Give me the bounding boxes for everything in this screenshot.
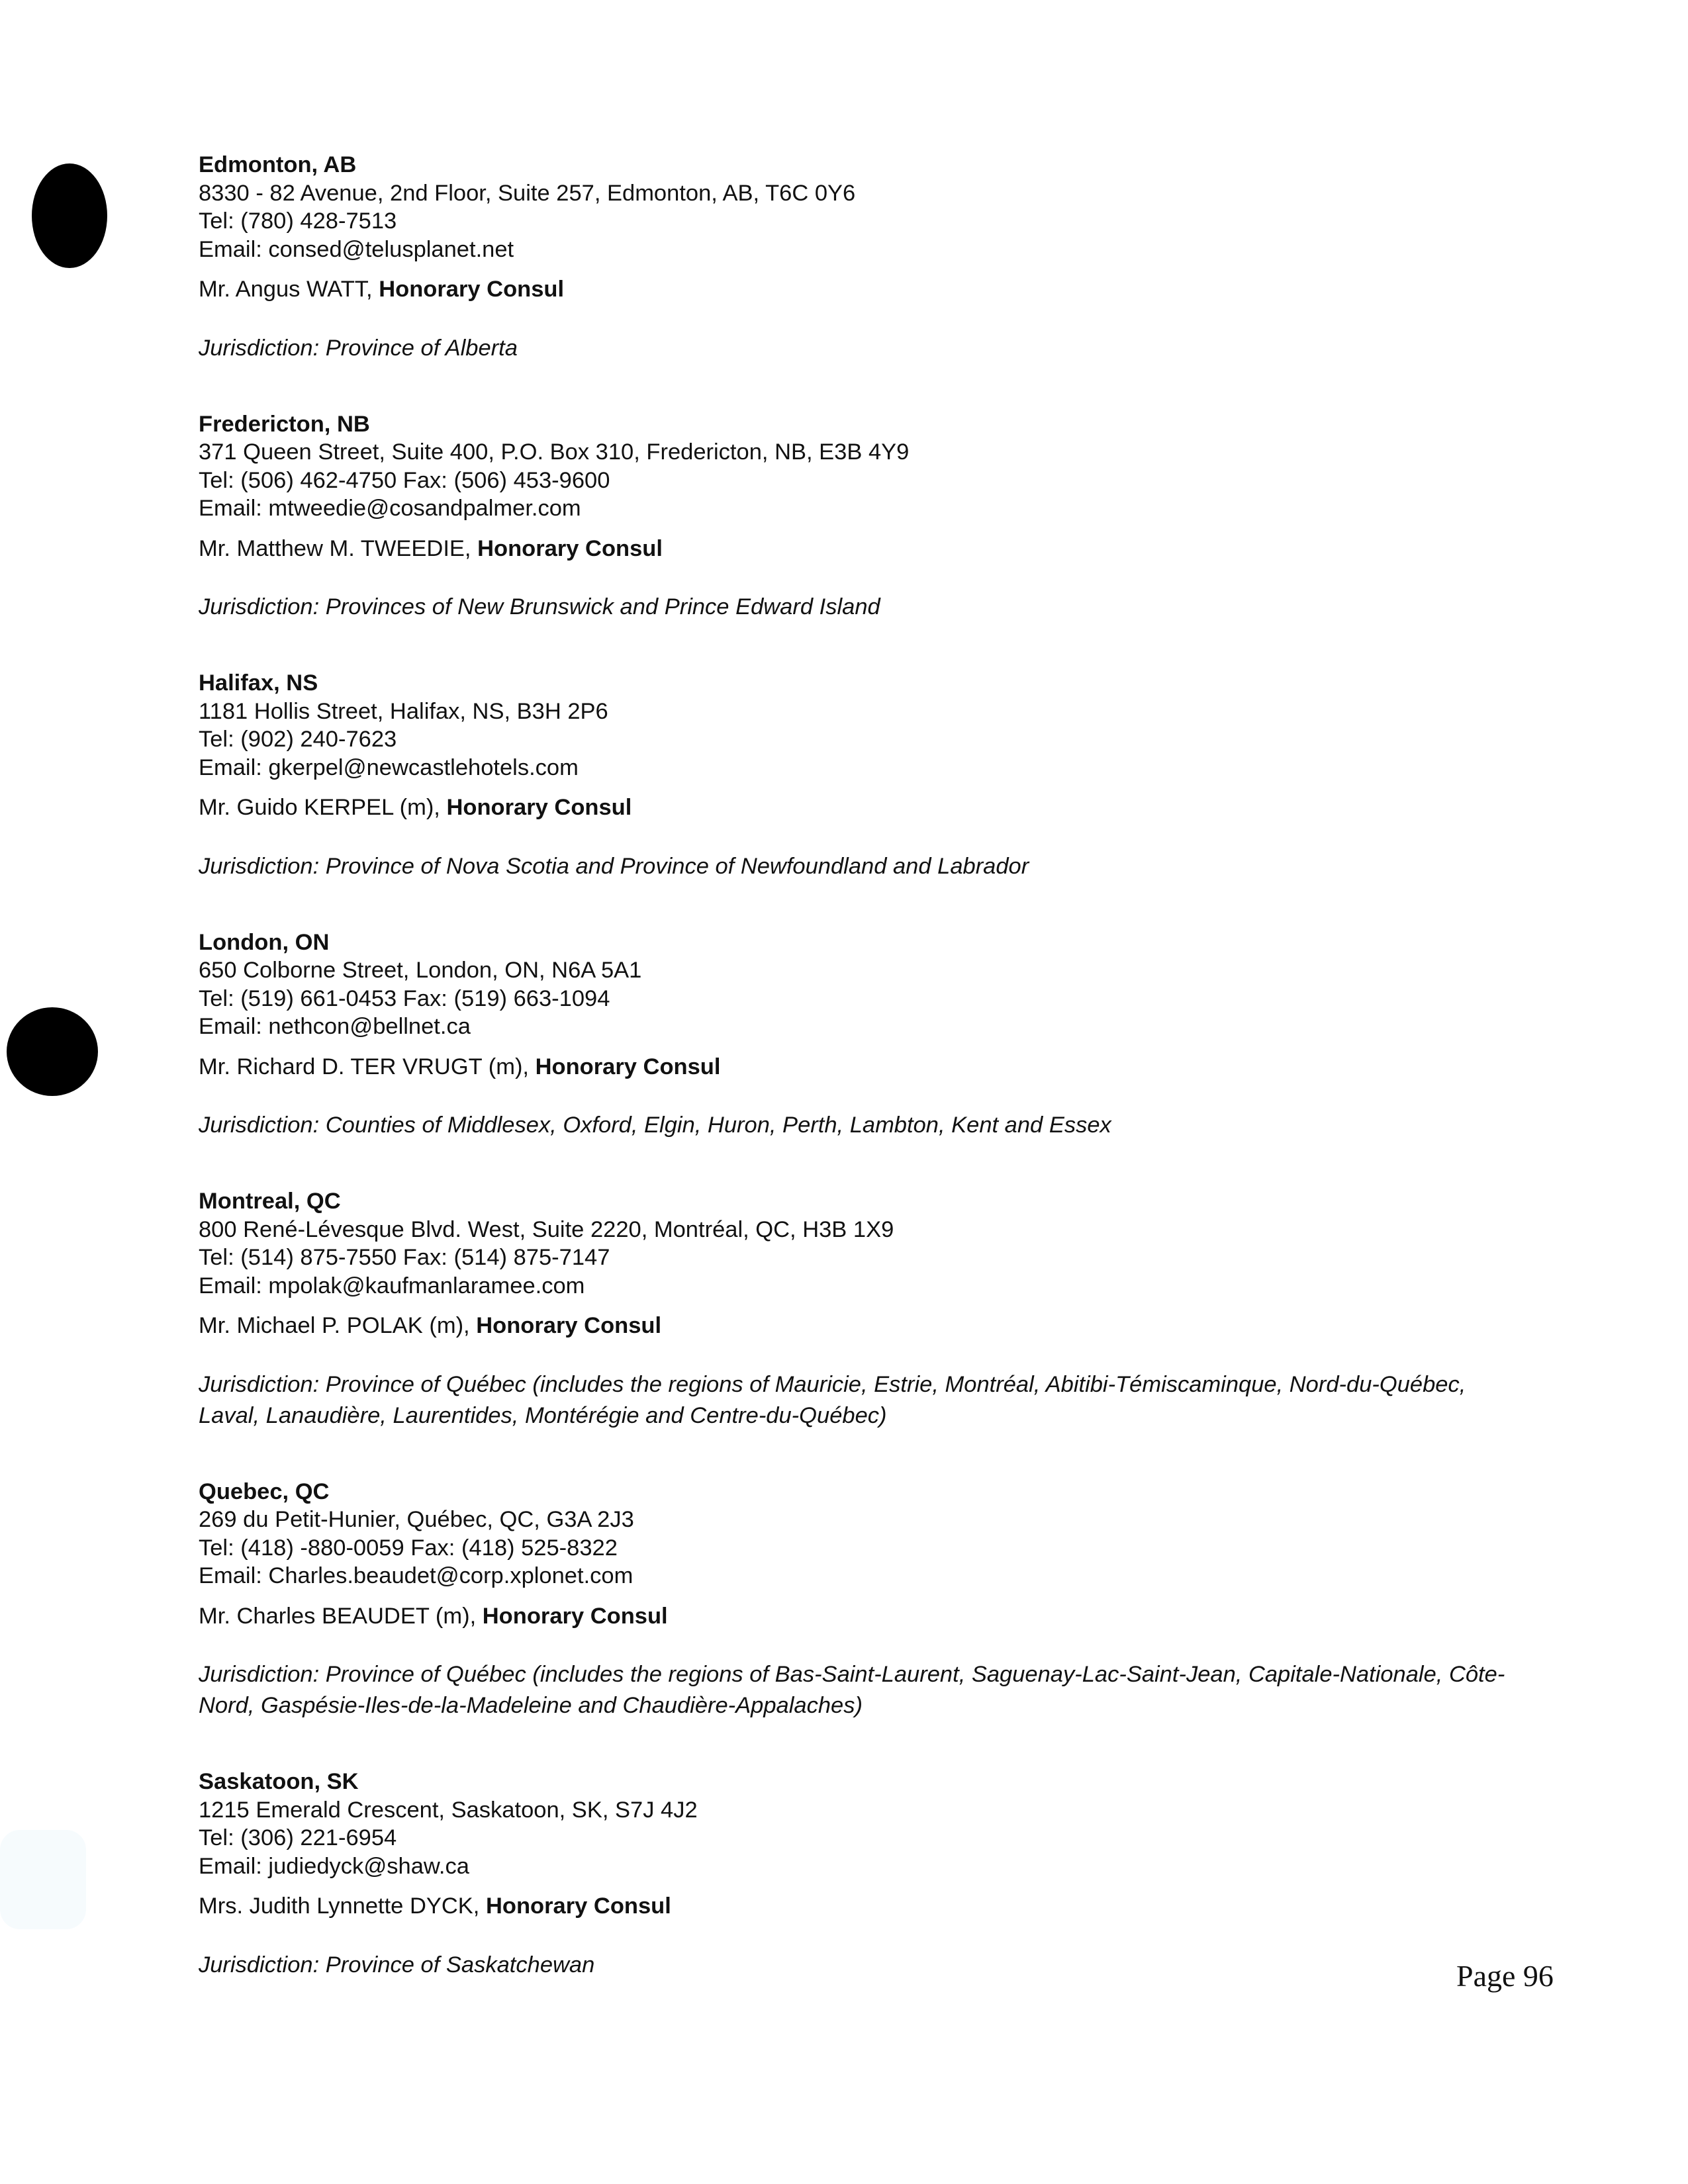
entry-email: Email: consed@telusplanet.net	[199, 236, 514, 262]
entry-jurisdiction: Jurisdiction: Province of Québec (includes the regions of Mauricie, Estrie, Montréal, Abitibi-Témiscaminque, Nord-du-Québec, Laval, Lanaudière, Laurentides, Montérégie and Centre-du-Québec)	[199, 1371, 1466, 1428]
entry-phone: Tel: (306) 221-6954	[199, 1825, 397, 1850]
consulate-entry-montreal	[199, 1187, 1523, 1432]
entry-city: Quebec, QC	[199, 1479, 330, 1504]
entry-address: 371 Queen Street, Suite 400, P.O. Box 310, Fredericton, NB, E3B 4Y9	[199, 439, 910, 465]
entry-city: London, ON	[199, 929, 330, 955]
entry-person	[199, 1312, 1523, 1340]
entry-address: 800 René-Lévesque Blvd. West, Suite 2220, Montréal, QC, H3B 1X9	[199, 1216, 894, 1242]
entry-person-name: Mr. Angus WATT,	[199, 277, 379, 302]
entry-jurisdiction: Jurisdiction: Provinces of New Brunswick and Prince Edward Island	[199, 594, 880, 619]
punch-hole-top	[32, 163, 107, 268]
entry-person	[199, 1602, 1523, 1631]
consulate-entry-saskatoon	[199, 1768, 1523, 1981]
entry-jurisdiction: Jurisdiction: Province of Nova Scotia and Province of Newfoundland and Labrador	[199, 853, 1029, 879]
entry-person-role: Honorary Consul	[535, 1054, 721, 1079]
consulate-entry-edmonton	[199, 151, 1523, 364]
entry-phone: Tel: (506) 462-4750 Fax: (506) 453-9600	[199, 467, 610, 493]
entry-email: Email: mpolak@kaufmanlaramee.com	[199, 1273, 585, 1298]
entry-person-name: Mr. Charles BEAUDET (m),	[199, 1603, 483, 1629]
entry-jurisdiction: Jurisdiction: Province of Alberta	[199, 335, 518, 361]
entry-person-name: Mr. Michael P. POLAK (m),	[199, 1313, 477, 1338]
consulate-entry-fredericton	[199, 410, 1523, 623]
entry-person	[199, 794, 1523, 822]
entry-address: 650 Colborne Street, London, ON, N6A 5A1	[199, 958, 642, 983]
consulate-entry-quebec	[199, 1478, 1523, 1722]
entry-jurisdiction: Jurisdiction: Counties of Middlesex, Oxford, Elgin, Huron, Perth, Lambton, Kent and Essex	[199, 1113, 1111, 1138]
entry-phone: Tel: (902) 240-7623	[199, 727, 397, 752]
entry-person-role: Honorary Consul	[446, 795, 632, 820]
entry-phone: Tel: (418) -880-0059 Fax: (418) 525-8322	[199, 1535, 618, 1561]
entry-person-role: Honorary Consul	[477, 535, 663, 561]
entry-address: 8330 - 82 Avenue, 2nd Floor, Suite 257, Edmonton, AB, T6C 0Y6	[199, 180, 856, 206]
consulate-entry-halifax	[199, 669, 1523, 882]
punch-hole-middle	[7, 1007, 98, 1096]
entry-person-name: Mr. Guido KERPEL (m),	[199, 795, 447, 820]
entry-person	[199, 1053, 1523, 1081]
entry-person	[199, 535, 1523, 563]
consulate-entry-london	[199, 929, 1523, 1142]
page-number: Page 96	[1456, 1959, 1554, 1993]
entry-person	[199, 1892, 1523, 1921]
entry-person-name: Mrs. Judith Lynnette DYCK,	[199, 1893, 486, 1919]
entry-address: 1215 Emerald Crescent, Saskatoon, SK, S7J 4J2	[199, 1797, 698, 1823]
entry-email: Email: gkerpel@newcastlehotels.com	[199, 754, 579, 780]
entry-phone: Tel: (519) 661-0453 Fax: (519) 663-1094	[199, 985, 610, 1011]
entry-phone: Tel: (514) 875-7550 Fax: (514) 875-7147	[199, 1245, 610, 1270]
entry-city: Montreal, QC	[199, 1189, 341, 1214]
entry-city: Edmonton, AB	[199, 152, 357, 177]
entry-email: Email: mtweedie@cosandpalmer.com	[199, 496, 581, 521]
entry-address: 1181 Hollis Street, Halifax, NS, B3H 2P6	[199, 698, 608, 724]
scan-artifact	[0, 1830, 86, 1929]
entry-person-role: Honorary Consul	[379, 277, 565, 302]
entry-jurisdiction: Jurisdiction: Province of Saskatchewan	[199, 1952, 595, 1978]
entry-phone: Tel: (780) 428-7513	[199, 208, 397, 234]
entry-address: 269 du Petit-Hunier, Québec, QC, G3A 2J3	[199, 1507, 634, 1532]
entry-person-name: Mr. Matthew M. TWEEDIE,	[199, 535, 478, 561]
entry-city: Fredericton, NB	[199, 411, 370, 437]
entry-person-role: Honorary Consul	[485, 1893, 671, 1919]
entry-person-name: Mr. Richard D. TER VRUGT (m),	[199, 1054, 536, 1079]
entry-person	[199, 275, 1523, 304]
entry-email: Email: nethcon@bellnet.ca	[199, 1014, 471, 1039]
entry-email: Email: judiedyck@shaw.ca	[199, 1853, 469, 1879]
entry-person-role: Honorary Consul	[476, 1313, 662, 1338]
entry-city: Halifax, NS	[199, 670, 318, 696]
entry-email: Email: Charles.beaudet@corp.xplonet.com	[199, 1563, 633, 1588]
entry-city: Saskatoon, SK	[199, 1769, 359, 1794]
entry-person-role: Honorary Consul	[482, 1603, 668, 1629]
consulate-list	[199, 151, 1523, 1981]
entry-jurisdiction: Jurisdiction: Province of Québec (includes the regions of Bas-Saint-Laurent, Saguenay-Lac-Saint-Jean, Capitale-Nationale, Côte-Nord, Gaspésie-Iles-de-la-Madeleine and Chaudière-Appalaches)	[199, 1662, 1505, 1718]
